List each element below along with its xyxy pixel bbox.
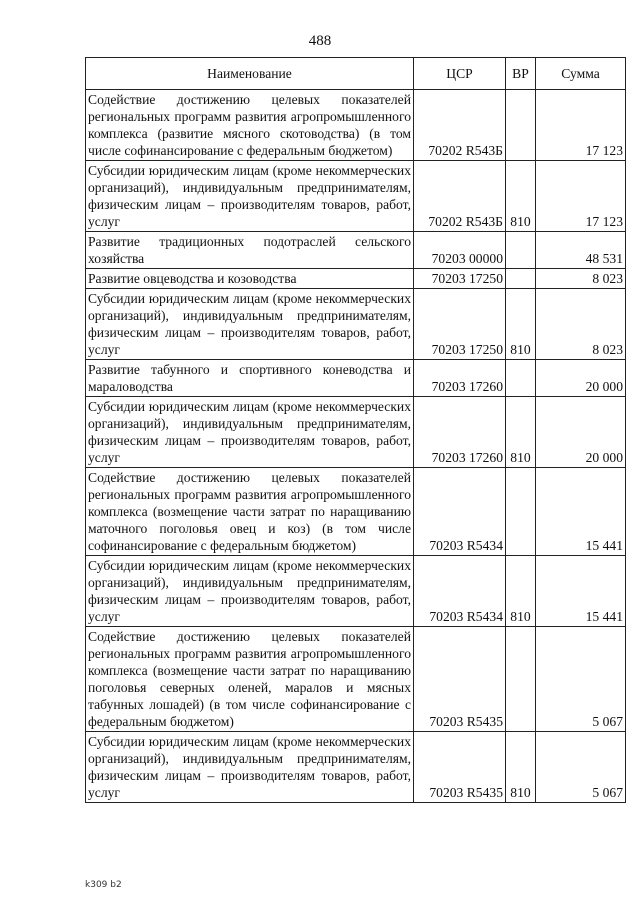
row-vr-cell	[506, 360, 536, 397]
table-row	[86, 232, 626, 269]
row-sum-cell: 17 123	[536, 90, 626, 161]
row-vr-cell: 810	[506, 161, 536, 232]
table-row	[86, 627, 626, 732]
row-csr-cell: 70203 R5435	[414, 732, 506, 803]
row-name-cell: Субсидии юридическим лицам (кроме некоммерческих организаций), индивидуальным предпринимателям, физическим лицам – производителям товаров, работ, услуг	[86, 556, 414, 627]
row-sum-cell: 8 023	[536, 269, 626, 289]
row-name-cell: Содействие достижению целевых показателей региональных программ развития агропромышленного комплекса (развитие мясного скотоводства) (в том числе софинансирование с федеральным бюджетом)	[86, 90, 414, 161]
header-sum: Сумма	[536, 58, 626, 90]
row-name-cell: Развитие овцеводства и козоводства	[86, 269, 414, 289]
row-sum-cell: 20 000	[536, 360, 626, 397]
row-sum-cell: 15 441	[536, 556, 626, 627]
row-name-cell: Субсидии юридическим лицам (кроме некоммерческих организаций), индивидуальным предпринимателям, физическим лицам – производителям товаров, работ, услуг	[86, 289, 414, 360]
table-row	[86, 397, 626, 468]
header-name: Наименование	[86, 58, 414, 90]
row-csr-cell: 70203 R5434	[414, 556, 506, 627]
row-csr-cell: 70202 R543Б	[414, 90, 506, 161]
table-row	[86, 269, 626, 289]
row-vr-cell	[506, 468, 536, 556]
row-vr-cell: 810	[506, 397, 536, 468]
row-sum-cell: 20 000	[536, 397, 626, 468]
row-name-cell: Субсидии юридическим лицам (кроме некоммерческих организаций), индивидуальным предпринимателям, физическим лицам – производителям товаров, работ, услуг	[86, 732, 414, 803]
header-csr: ЦСР	[414, 58, 506, 90]
row-vr-cell	[506, 269, 536, 289]
row-vr-cell: 810	[506, 289, 536, 360]
footer-code: k309 b2	[85, 880, 122, 890]
row-sum-cell: 48 531	[536, 232, 626, 269]
table-row	[86, 360, 626, 397]
row-csr-cell: 70203 R5435	[414, 627, 506, 732]
row-sum-cell: 8 023	[536, 289, 626, 360]
row-vr-cell	[506, 90, 536, 161]
row-sum-cell: 15 441	[536, 468, 626, 556]
row-csr-cell: 70202 R543Б	[414, 161, 506, 232]
table-row	[86, 90, 626, 161]
row-name-cell: Субсидии юридическим лицам (кроме некоммерческих организаций), индивидуальным предпринимателям, физическим лицам – производителям товаров, работ, услуг	[86, 161, 414, 232]
page-number: 488	[308, 33, 332, 49]
row-name-cell: Развитие традиционных подотраслей сельского хозяйства	[86, 232, 414, 269]
row-csr-cell: 70203 17260	[414, 397, 506, 468]
row-sum-cell: 5 067	[536, 732, 626, 803]
row-name-cell: Содействие достижению целевых показателей региональных программ развития агропромышленного комплекса (возмещение части затрат по наращиванию поголовья северных оленей, маралов и мясных табунных лошадей) (в том числе софинансирование с федеральным бюджетом)	[86, 627, 414, 732]
row-name-cell: Содействие достижению целевых показателей региональных программ развития агропромышленного комплекса (возмещение части затрат по наращиванию маточного поголовья овец и коз) (в том числе софинансирование с федеральным бюджетом)	[86, 468, 414, 556]
table-row	[86, 732, 626, 803]
row-sum-cell: 5 067	[536, 627, 626, 732]
table-row	[86, 468, 626, 556]
row-vr-cell	[506, 232, 536, 269]
row-name-cell: Развитие табунного и спортивного коневодства и мараловодства	[86, 360, 414, 397]
row-csr-cell: 70203 17260	[414, 360, 506, 397]
table-header	[86, 58, 626, 90]
table-row	[86, 556, 626, 627]
row-csr-cell: 70203 17250	[414, 269, 506, 289]
row-csr-cell: 70203 17250	[414, 289, 506, 360]
row-vr-cell	[506, 627, 536, 732]
header-vr: ВР	[506, 58, 536, 90]
row-name-cell: Субсидии юридическим лицам (кроме некоммерческих организаций), индивидуальным предпринимателям, физическим лицам – производителям товаров, работ, услуг	[86, 397, 414, 468]
row-vr-cell: 810	[506, 556, 536, 627]
row-csr-cell: 70203 R5434	[414, 468, 506, 556]
row-vr-cell: 810	[506, 732, 536, 803]
row-sum-cell: 17 123	[536, 161, 626, 232]
table-row	[86, 289, 626, 360]
row-csr-cell: 70203 00000	[414, 232, 506, 269]
table-row	[86, 161, 626, 232]
budget-table	[85, 57, 626, 803]
table-body	[86, 90, 626, 803]
header-row	[86, 58, 626, 90]
